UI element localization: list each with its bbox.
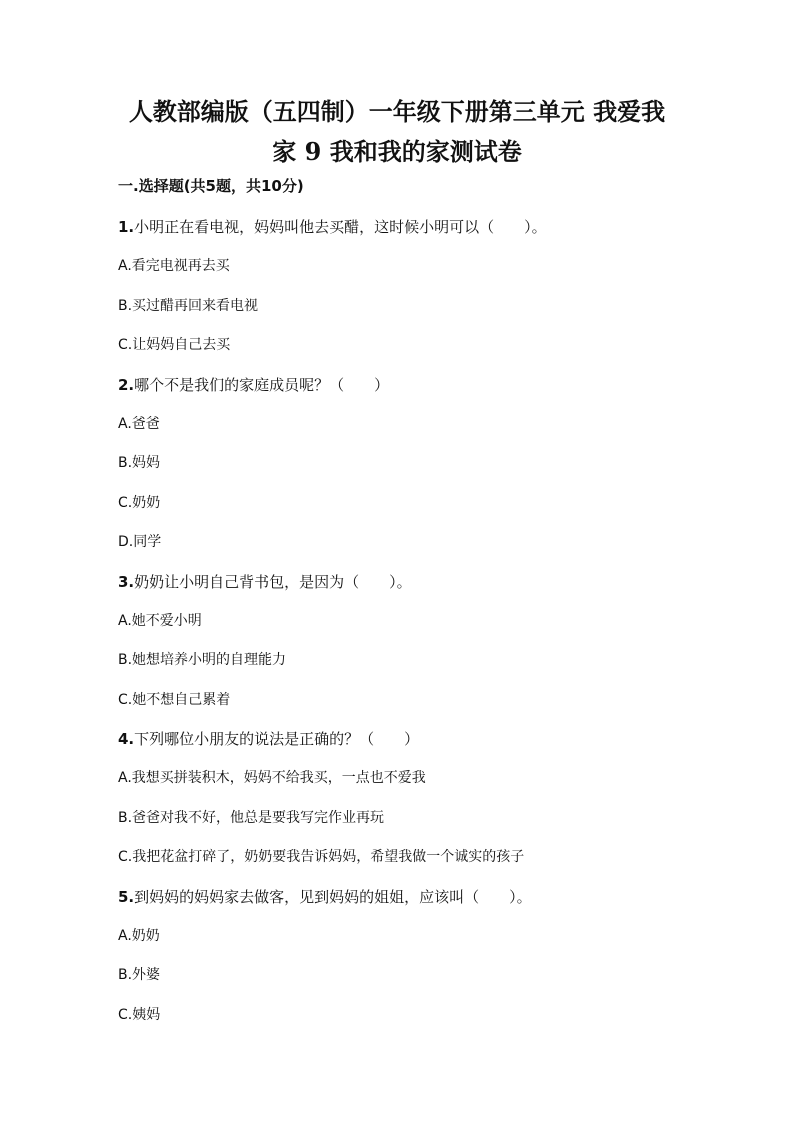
q4-option-c: C.我把花盆打碎了，奶奶要我告诉妈妈，希望我做一个诚实的孩子	[118, 849, 525, 866]
q1-option-b: B.买过醋再回来看电视	[118, 297, 259, 314]
question-number: 4.	[118, 730, 135, 749]
question-text: 小明正在看电视，妈妈叫他去买醋，这时候小明可以（ ）。	[134, 218, 547, 236]
question-text: 下列哪位小朋友的说法是正确的？（ ）	[134, 730, 420, 749]
section-header: 一.选择题(共5题，共10分)	[118, 177, 304, 195]
question-2	[118, 372, 718, 411]
q4-option-a: A.我想买拼装积木，妈妈不给我买，一点也不爱我	[118, 770, 426, 787]
q5-option-a: A.奶奶	[118, 928, 160, 945]
question-number: 5.	[118, 887, 135, 906]
q2-option-b: B.妈妈	[118, 455, 161, 472]
question-5	[118, 884, 718, 923]
q1-option-c: C.让妈妈自己去买	[118, 337, 231, 354]
question-3	[118, 569, 718, 608]
question-number: 3.	[118, 572, 135, 591]
question-text: 哪个不是我们的家庭成员呢？（ ）	[134, 375, 390, 394]
question-4	[118, 726, 718, 765]
question-number: 2.	[118, 375, 135, 394]
q5-option-c: C.姨妈	[118, 1006, 161, 1023]
q5-option-b: B.外婆	[118, 967, 161, 984]
q2-option-a: A.爸爸	[118, 415, 160, 432]
q2-option-c: C.奶奶	[118, 494, 161, 511]
q2-option-d: D.同学	[118, 534, 162, 551]
question-number: 1.	[118, 218, 135, 236]
q3-option-c: C.她不想自己累着	[118, 691, 231, 708]
q3-option-b: B.她想培养小明的自理能力	[118, 652, 287, 669]
title-line-2: 家 9 我和我的家测试卷	[272, 137, 522, 166]
q4-option-b: B.爸爸对我不好，他总是要我写完作业再玩	[118, 809, 385, 826]
question-text: 奶奶让小明自己背书包，是因为（ ）。	[134, 572, 412, 591]
q1-option-a: A.看完电视再去买	[118, 258, 230, 275]
question-list	[118, 214, 718, 1041]
document-title	[100, 92, 694, 172]
question-text: 到妈妈的妈妈家去做客，见到妈妈的姐姐，应该叫（ ）。	[134, 887, 532, 906]
question-1	[118, 214, 718, 253]
title-line-1: 人教部编版（五四制）一年级下册第三单元 我爱我	[128, 97, 666, 126]
q3-option-a: A.她不爱小明	[118, 612, 202, 629]
